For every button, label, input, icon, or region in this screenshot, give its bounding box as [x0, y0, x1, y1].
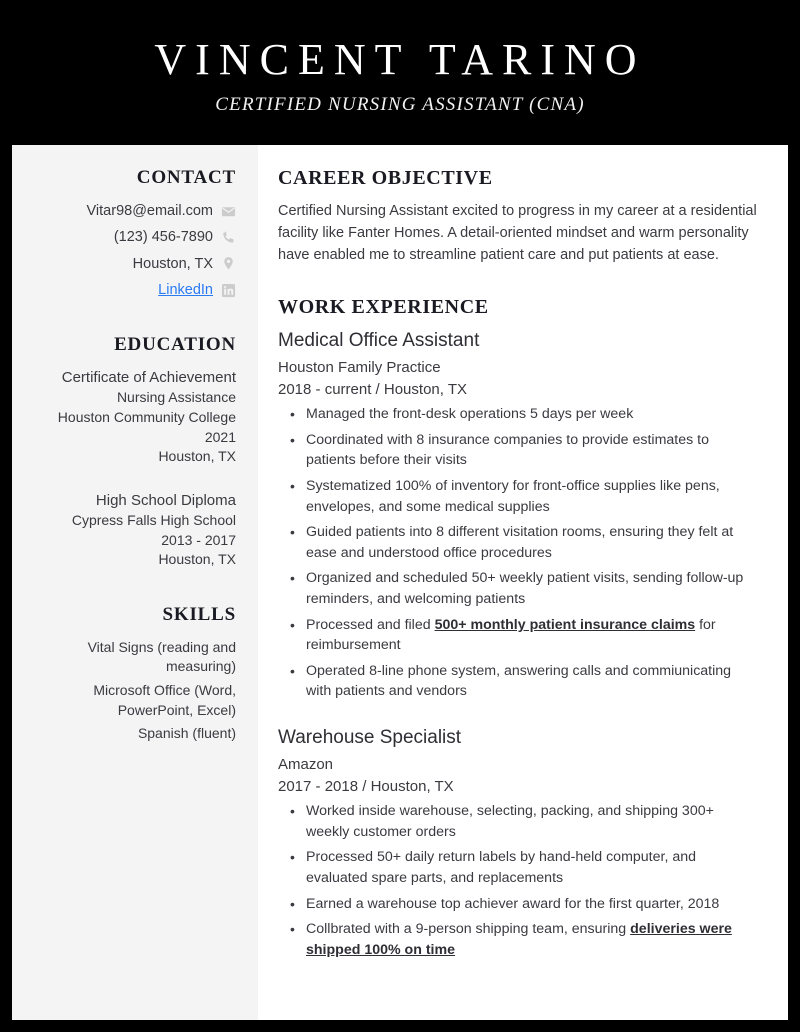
linkedin-link[interactable]: LinkedIn	[158, 281, 213, 298]
sidebar-column	[12, 145, 258, 1020]
education-entry	[26, 491, 236, 570]
skill-item: Spanish (fluent)	[137, 725, 236, 742]
skills-list	[26, 638, 236, 744]
contact-location-text: Houston, TX	[132, 255, 213, 272]
job-title: Warehouse Specialist	[278, 727, 462, 748]
job-bullet	[278, 615, 760, 656]
linkedin-icon	[221, 283, 236, 298]
education-detail: Houston, TX	[158, 448, 236, 465]
job-bullet	[278, 522, 760, 563]
location-pin-icon	[221, 256, 236, 271]
bullet-text: Collbrated with a 9-person shipping team, ensuring	[306, 921, 631, 938]
education-detail: 2021	[204, 428, 236, 445]
resume-body	[12, 145, 788, 1020]
contact-item-email	[26, 201, 236, 221]
job-bullet	[278, 847, 760, 888]
candidate-title: CERTIFIED NURSING ASSISTANT (CNA)	[215, 94, 585, 116]
education-entry	[26, 368, 236, 467]
career-objective-heading: CAREER OBJECTIVE	[278, 167, 493, 189]
contact-phone-text: (123) 456-7890	[113, 229, 213, 246]
job-bullet	[278, 894, 760, 915]
contact-item-location	[26, 254, 236, 274]
job-bullet	[278, 404, 760, 425]
bullet-text: Earned a warehouse top achiever award for the first quarter, 2018	[306, 895, 720, 912]
job-dates-location: 2017 - 2018 / Houston, TX	[278, 777, 454, 795]
contact-email-text: Vitar98@email.com	[86, 203, 213, 219]
envelope-icon	[221, 204, 236, 219]
job-bullet	[278, 801, 760, 842]
contact-item-phone	[26, 227, 236, 247]
job-bullet	[278, 476, 760, 517]
bullet-text: Coordinated with 8 insurance companies to provide estimates to patients before their visits	[306, 431, 709, 469]
skill-item: Vital Signs (reading and measuring)	[87, 638, 236, 675]
job-company: Amazon	[278, 755, 334, 773]
job-title: Medical Office Assistant	[278, 330, 480, 352]
skill-item: Microsoft Office (Word, PowerPoint, Excel)	[93, 682, 236, 718]
work-experience-heading: WORK EXPERIENCE	[278, 296, 489, 319]
skills-heading: SKILLS	[162, 603, 236, 625]
bullet-text: Organized and scheduled 50+ weekly patient visits, sending follow-up reminders, and welcoming patients	[306, 570, 744, 608]
education-detail: Nursing Assistance	[116, 389, 236, 406]
bullet-text: Worked inside warehouse, selecting, packing, and shipping 300+ weekly customer orders	[306, 803, 714, 840]
bullet-text: Processed and filed	[306, 616, 435, 633]
job-entry	[278, 329, 760, 702]
job-bullet	[278, 919, 760, 960]
job-dates-location: 2018 - current / Houston, TX	[278, 381, 467, 399]
job-bullet	[278, 568, 760, 609]
bullet-text: Managed the front-desk operations 5 days per week	[306, 406, 634, 423]
job-bullet	[278, 430, 760, 471]
job-entry	[278, 726, 760, 960]
resume-header	[0, 0, 800, 145]
education-list	[26, 368, 236, 570]
education-detail: Houston Community College	[57, 409, 236, 426]
candidate-name: VINCENT TARINO	[154, 35, 646, 84]
career-objective-text: Certified Nursing Assistant excited to progress in my career at a residential facility like Fanter Homes. A detail-oriented mindset and warm personality have enabled me to streamline patient care and put patients at ease.	[278, 203, 757, 264]
job-bullet-list	[278, 801, 760, 960]
main-column	[258, 145, 788, 1020]
contact-list	[26, 201, 236, 300]
bullet-text: Processed 50+ daily return labels by hand-held computer, and evaluated spare parts, and replacements	[306, 849, 697, 886]
bullet-text-tail: for reimbursement	[306, 616, 716, 654]
education-degree: Certificate of Achievement	[61, 369, 236, 387]
bullet-text: Guided patients into 8 different visitation rooms, ensuring they felt at ease and understood office procedures	[306, 524, 734, 561]
bullet-highlight: 500+ monthly patient insurance claims	[434, 616, 696, 633]
education-detail: 2013 - 2017	[161, 531, 236, 548]
education-detail: Houston, TX	[158, 551, 236, 568]
contact-heading: CONTACT	[136, 167, 236, 188]
education-degree: High School Diploma	[95, 491, 236, 509]
education-detail: Cypress Falls High School	[71, 512, 236, 529]
bullet-text: Systematized 100% of inventory for front-office supplies like pens, envelopes, and some medical supplies	[306, 478, 720, 515]
education-heading: EDUCATION	[114, 334, 236, 356]
contact-item-linkedin[interactable]	[26, 280, 236, 300]
job-bullet	[278, 661, 760, 702]
bullet-text: Operated 8-line phone system, answering calls and commiunicating with patients and vendors	[306, 662, 732, 700]
job-bullet-list	[278, 404, 760, 702]
phone-icon	[221, 230, 236, 245]
job-company: Houston Family Practice	[278, 358, 441, 376]
bullet-highlight: deliveries were shipped 100% on time	[306, 921, 732, 958]
